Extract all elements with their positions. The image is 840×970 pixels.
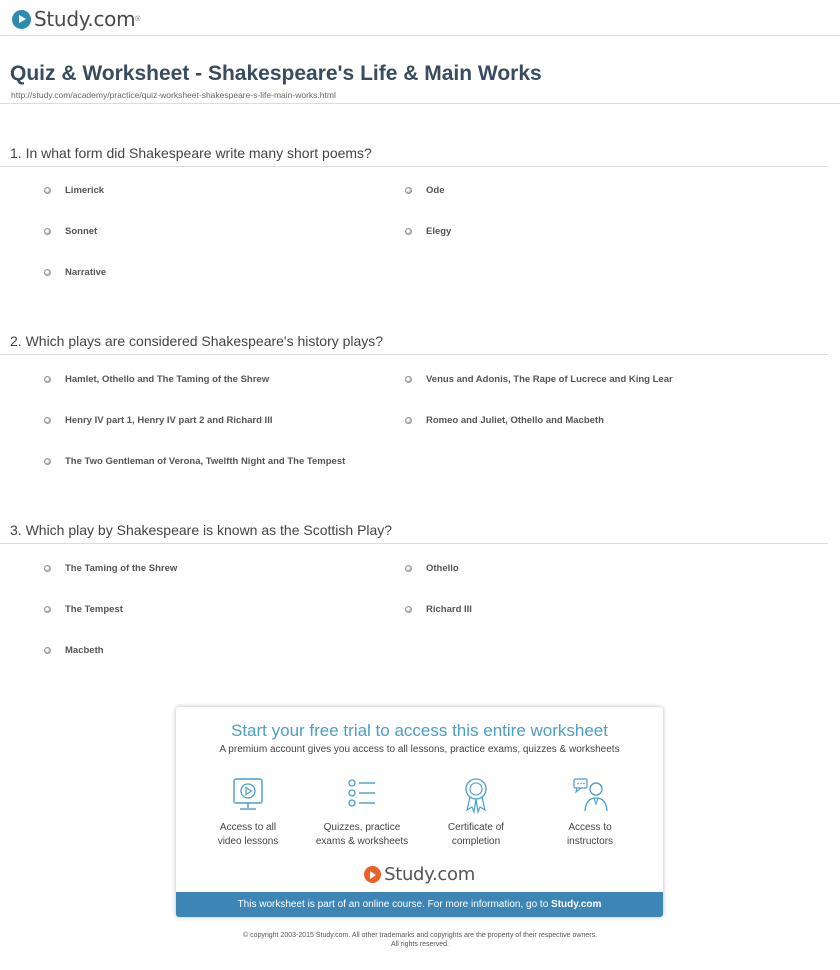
feature-label: Certificate of completion — [447, 822, 505, 847]
answer-label: Sonnet — [65, 226, 98, 237]
promo-subtitle: A premium account gives you access to all lessons, practice exams, quizzes & worksheets — [219, 744, 620, 755]
course-info-text: This worksheet is part of an online course. For more information, go to — [237, 899, 549, 910]
radio-button[interactable] — [405, 187, 412, 194]
radio-button[interactable] — [44, 565, 51, 572]
radio-button[interactable] — [405, 417, 412, 424]
answer-option[interactable] — [44, 226, 97, 237]
answer-label: Narrative — [65, 267, 107, 278]
answer-option[interactable] — [405, 226, 451, 237]
feature-label: Quizzes, practice exams & worksheets — [315, 822, 409, 847]
feature-label: Access to all video lessons — [217, 822, 279, 847]
radio-button[interactable] — [44, 647, 51, 654]
feature-label: Access to instructors — [566, 822, 614, 847]
answer-label: Ode — [426, 185, 445, 196]
course-info-bar — [176, 892, 663, 917]
answer-label: Venus and Adonis, The Rape of Lucrece and King Lear — [426, 374, 673, 385]
answer-label: Hamlet, Othello and The Taming of the Shrew — [65, 374, 270, 385]
answer-option[interactable] — [44, 604, 123, 615]
answer-option[interactable] — [44, 456, 345, 467]
play-circle-icon — [12, 10, 31, 29]
answer-option[interactable] — [44, 267, 106, 278]
answer-option[interactable] — [44, 415, 272, 426]
question-text: 3. Which play by Shakespeare is known as the Scottish Play? — [10, 522, 393, 538]
feature-certificate — [426, 777, 526, 849]
radio-button[interactable] — [44, 417, 51, 424]
radio-button[interactable] — [405, 606, 412, 613]
promo-logo-text: Study.com — [384, 864, 475, 885]
checklist-icon — [344, 777, 380, 815]
answer-label: Macbeth — [65, 645, 104, 656]
study-logo[interactable] — [12, 7, 140, 31]
radio-button[interactable] — [44, 458, 51, 465]
answer-option[interactable] — [405, 185, 444, 196]
answer-option[interactable] — [44, 645, 104, 656]
radio-button[interactable] — [44, 228, 51, 235]
radio-button[interactable] — [44, 376, 51, 383]
play-circle-icon — [364, 866, 381, 883]
header-divider — [0, 35, 840, 36]
video-lesson-icon — [230, 777, 266, 815]
feature-instructors — [540, 777, 640, 849]
answer-label: Romeo and Juliet, Othello and Macbeth — [426, 415, 604, 426]
answer-label: Othello — [426, 563, 459, 574]
answer-option[interactable] — [405, 563, 459, 574]
question-divider — [0, 543, 828, 544]
certificate-icon — [458, 777, 494, 815]
question-divider — [0, 354, 828, 355]
page-url[interactable]: http://study.com/academy/practice/quiz-worksheet-shakespeare-s-life-main-works.html — [11, 90, 336, 100]
free-trial-promo — [176, 707, 663, 917]
question-divider — [0, 166, 828, 167]
answer-label: Henry IV part 1, Henry IV part 2 and Richard III — [65, 415, 273, 426]
copyright-line: All rights reserved. — [391, 941, 449, 948]
answer-option[interactable] — [405, 415, 604, 426]
answer-option[interactable] — [405, 374, 673, 385]
answer-label: Richard III — [426, 604, 472, 615]
logo-text: Study.com — [34, 7, 136, 31]
answer-label: Limerick — [65, 185, 105, 196]
instructor-icon — [572, 777, 608, 815]
feature-video-lessons — [198, 777, 298, 849]
url-divider — [0, 103, 840, 104]
question-text: 1. In what form did Shakespeare write many short poems? — [10, 145, 372, 161]
radio-button[interactable] — [405, 228, 412, 235]
logo-trademark: ® — [135, 15, 141, 23]
study-link[interactable]: Study.com — [551, 899, 602, 910]
feature-quizzes — [312, 777, 412, 849]
promo-title[interactable]: Start your free trial to access this entire worksheet — [231, 721, 608, 740]
answer-option[interactable] — [44, 563, 177, 574]
answer-label: The Two Gentleman of Verona, Twelfth Night and The Tempest — [65, 456, 346, 467]
radio-button[interactable] — [44, 269, 51, 276]
copyright-line: © copyright 2003-2015 Study.com. All other trademarks and copyrights are the property of their respective owners. — [242, 932, 598, 939]
radio-button[interactable] — [44, 606, 51, 613]
answer-option[interactable] — [44, 374, 269, 385]
answer-option[interactable] — [44, 185, 104, 196]
answer-option[interactable] — [405, 604, 472, 615]
radio-button[interactable] — [405, 376, 412, 383]
answer-label: Elegy — [426, 226, 452, 237]
radio-button[interactable] — [44, 187, 51, 194]
radio-button[interactable] — [405, 565, 412, 572]
question-text: 2. Which plays are considered Shakespeare's history plays? — [10, 333, 384, 349]
promo-study-logo[interactable] — [176, 864, 663, 885]
copyright — [0, 931, 840, 949]
page-title: Quiz & Worksheet - Shakespeare's Life & Main Works — [10, 62, 542, 85]
answer-label: The Taming of the Shrew — [65, 563, 178, 574]
answer-label: The Tempest — [65, 604, 123, 615]
